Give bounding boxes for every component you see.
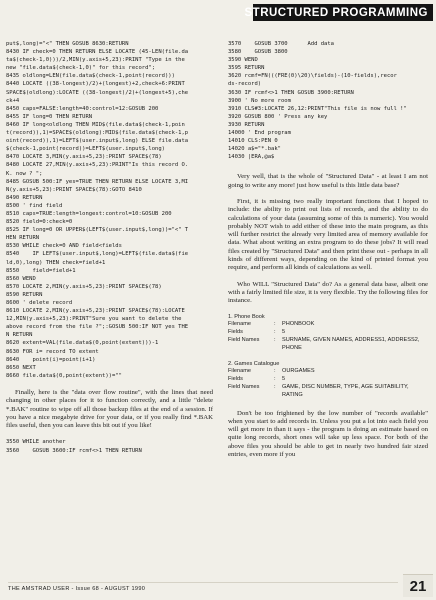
code-line: SPACE$(oldlong):LOCATE ((38-longest)/2)+(longest+5),che — [6, 89, 189, 96]
code-line: 8570 LOCATE 2,MIN(y.axis+5,23):PRINT SPACE$(78) — [6, 283, 162, 290]
code-line: 8520 field=0:check=0 — [6, 219, 73, 226]
paragraph: First, it is missing two really important functions that I hoped to include: the ability to print out lists of records, and the ability to do calculations of your data (assuming some of this is numeric). You would probably NOT wish to add either of these into the main program, as this will further restrict the already very limited area of memory available for data. What about writing an extra program to do these jobs? It will read files created by "Structured Data" and then print these out - perhaps in all kinds of different ways, depending on the kind of printed format you require, and perform all kinds of calculations as well. — [228, 198, 428, 272]
code-line: ds-record) — [228, 81, 262, 88]
code-line: 14000 ' End program — [228, 130, 291, 137]
field-value: 5 — [282, 376, 286, 383]
catalogue-row — [228, 384, 428, 400]
separator: : — [274, 368, 276, 375]
code-line: 3580 GOSUB 3800 — [228, 49, 288, 56]
field-value: GAME, DISC NUMBER, TYPE, AGE SUITABILITY, RATING — [282, 383, 409, 398]
field-key: Fields — [228, 329, 243, 336]
code-line: HEN RETURN — [6, 235, 40, 242]
paragraph: Don't be too frightened by the low number of "records available" when you start to add records in. Unless you put a lot into each field you will get more in than it says - the program is doing an estimate based on quite long records, short ones will take up less space. For both of the above files you should be able to get in nearly two hundred fair sized entries, even more if you — [228, 409, 428, 459]
code-line: 8500 ' find field — [6, 202, 63, 209]
code-line: N(y.axis+5,23):PRINT SPACE$(78):GOTO 8410 — [6, 186, 142, 193]
page-number: 21 — [403, 574, 433, 597]
code-line: 8540 IF LEFT$(user.input$,long)=LEFT$(file.data$(fie — [6, 251, 189, 258]
code-line: 8560 WEND — [6, 275, 36, 282]
code-line: 8460 IF long<oldlong THEN MID$(file.data$(check-1,poin — [6, 121, 185, 128]
code-line: 8450 caps=FALSE:length=40:control=12:GOSUB 200 — [6, 105, 159, 112]
code-line: $(check-1,point(record))=LEFT$(user.input$,long) — [6, 146, 165, 153]
field-key: Field Names — [228, 383, 260, 390]
section-header — [244, 4, 433, 21]
field-key: Filename — [228, 321, 252, 328]
field-key: Field Names — [228, 336, 260, 343]
right-prose — [228, 173, 428, 305]
code-line: 3630 IF rcmf<>1 THEN GOSUB 3900:RETURN — [228, 89, 354, 96]
code-line: 8435 oldlong=LEN(file.data$(check-1,point(record))) — [6, 73, 175, 80]
code-line: 3595 RETURN — [228, 65, 265, 72]
code-line: 8610 LOCATE 2,MIN(y.axis+5,23):PRINT SPACE$(78):LOCATE — [6, 308, 185, 315]
code-line: 3570 GOSUB 3700 Add data — [228, 41, 334, 47]
code-line: 8620 extent=VAL(file.data$(0,point(extent)))-1 — [6, 340, 159, 347]
code-line: 14010 CLS:PEN 0 — [228, 138, 278, 145]
code-line: K. now ? "; — [6, 170, 43, 177]
separator: : — [274, 321, 276, 328]
code-line: put$,long)="<" THEN GOSUB 8630:RETURN — [6, 41, 129, 47]
catalogue-row — [228, 321, 428, 329]
code-line: 8630 FOR i= record TO extent — [6, 348, 99, 355]
catalogue-title: 2. Games Catalogue — [228, 360, 280, 367]
code-line: oint(record)),1)=LEFT$(user.input$,long) ELSE file.data — [6, 138, 189, 145]
code-line: 3550 WHILE another — [6, 439, 66, 446]
code-line: 3620 rcmf=FN(((FRE(0)\20)\fields)-(10-fields),recor — [228, 73, 397, 80]
catalogue-row — [228, 337, 428, 353]
code-line: 3920 GOSUB 800 ' Press any key — [228, 113, 328, 120]
catalogue-title: 1. Phone Book — [228, 313, 265, 320]
paragraph: Very well, that is the whole of "Structured Data" - at least I am not going to write any more! just how useful is this little data base? — [228, 173, 428, 189]
field-key: Filename — [228, 368, 252, 375]
separator: : — [274, 383, 276, 390]
paragraph: Who WILL "Structured Data" do? As a general data base, albeit one with a fairly limited file size, it is very flexible. Try the following files for instance. — [228, 280, 428, 305]
code-line: above record from the file ?";:GOSUB 500:IF NOT yes THE — [6, 324, 189, 331]
code-line: ta$(check-1,0)))/2,MIN(y.axis+5,23):PRINT "Type in the — [6, 57, 185, 64]
code-line: 8660 file.data$(0,point(extent))="" — [6, 372, 122, 379]
code-listing-bottom — [6, 438, 213, 454]
code-line: 8640 point(i)=point(i+1) — [6, 356, 96, 363]
code-line: 8490 RETURN — [6, 194, 43, 201]
code-line: new "file.data$(check-1,0)" for this record"; — [6, 65, 156, 72]
separator: : — [274, 336, 276, 343]
code-line: 8485 GOSUB 500:IF yes=TRUE THEN RETURN ELSE LOCATE 3,MI — [6, 178, 189, 185]
code-line: 8550 field=field+1 — [6, 267, 76, 274]
catalogue-row — [228, 376, 428, 384]
code-listing-right — [228, 40, 428, 161]
code-line: 14030 |ERA,@a$ — [228, 154, 275, 161]
code-line: 8525 IF long=0 OR UPPER$(LEFT$(user.input$,long))="<" T — [6, 227, 189, 234]
field-value: OURGAMES — [282, 368, 315, 375]
file-catalogue — [228, 314, 428, 400]
code-line: 3910 CLS#3:LOCATE 26,12:PRINT"This file is now full !" — [228, 105, 407, 112]
paragraph: Finally, here is the "data over flow routine", with the lines that need changing in other places for it to function correctly, and a little "delete *.BAK" routine to wipe off all those backup files at the end of a session. If you have a nice megabyte drive for your data, or if you really find *.BAK files useful, then you can leave this bit out if you like! — [6, 388, 213, 430]
code-line: 3900 ' No more room — [228, 97, 291, 104]
code-line: ck+4 — [6, 97, 20, 104]
footer-text: THE AMSTRAD USER - Issue 68 - AUGUST 1990 — [8, 586, 146, 592]
separator: : — [274, 329, 276, 336]
code-line: 8470 LOCATE 3,MIN(y.axis+5,23):PRINT SPACE$(78) — [6, 154, 162, 161]
field-value: SURNAME, GIVEN NAMES, ADDRESS1, ADDRESS2, PHONE — [282, 336, 420, 351]
separator: : — [274, 376, 276, 383]
code-line: 14020 a$="*.bak" — [228, 146, 281, 153]
field-key: Fields — [228, 376, 243, 383]
left-prose — [6, 389, 213, 430]
field-value: PHONBOOK — [282, 321, 315, 328]
code-line: t(record)),1)=SPACE$(oldlong):MID$(file.data$(check-1,p — [6, 130, 189, 137]
code-line: 12,MIN(y.axis+5,23):PRINT"Sure you want to delete the — [6, 316, 182, 323]
code-line: 8600 ' delete record — [6, 300, 73, 306]
code-line: 8530 WHILE check=0 AND field<fields — [6, 243, 122, 250]
code-listing-top — [6, 40, 213, 380]
code-line: 3560 GOSUB 3600:IF rcmf<>1 THEN RETURN — [6, 447, 142, 454]
footer-rule — [8, 582, 398, 583]
code-line: 8440 LOCATE ((38-longest)/2)+(longest)+2,check+6:PRINT — [6, 81, 185, 88]
code-line: 8430 IF check=0 THEN RETURN ELSE LOCATE (45-LEN(file.da — [6, 49, 189, 56]
code-line: 8455 IF long=0 THEN RETURN — [6, 113, 93, 120]
left-column — [6, 40, 213, 455]
code-line: ld,0),long) THEN check=field+1 — [6, 259, 106, 266]
code-line: 8650 NEXT — [6, 364, 36, 371]
right-column — [228, 40, 428, 459]
field-value: 5 — [282, 329, 286, 336]
code-line: 8590 RETURN — [6, 291, 43, 298]
code-line: 3590 WEND — [228, 57, 258, 64]
catalogue-row — [228, 368, 428, 376]
section-title: STRUCTURED PROGRAMMING — [244, 6, 428, 19]
code-line: 3930 RETURN — [228, 121, 265, 128]
catalogue-row — [228, 329, 428, 337]
code-line: 8480 LOCATE 27,MIN(y.axis+5,23):PRINT"Is this record O. — [6, 162, 189, 169]
code-line: N RETURN — [6, 332, 33, 339]
code-line: 8510 caps=TRUE:length=longest:control=10:GOSUB 200 — [6, 210, 172, 217]
right-prose-end — [228, 410, 428, 460]
